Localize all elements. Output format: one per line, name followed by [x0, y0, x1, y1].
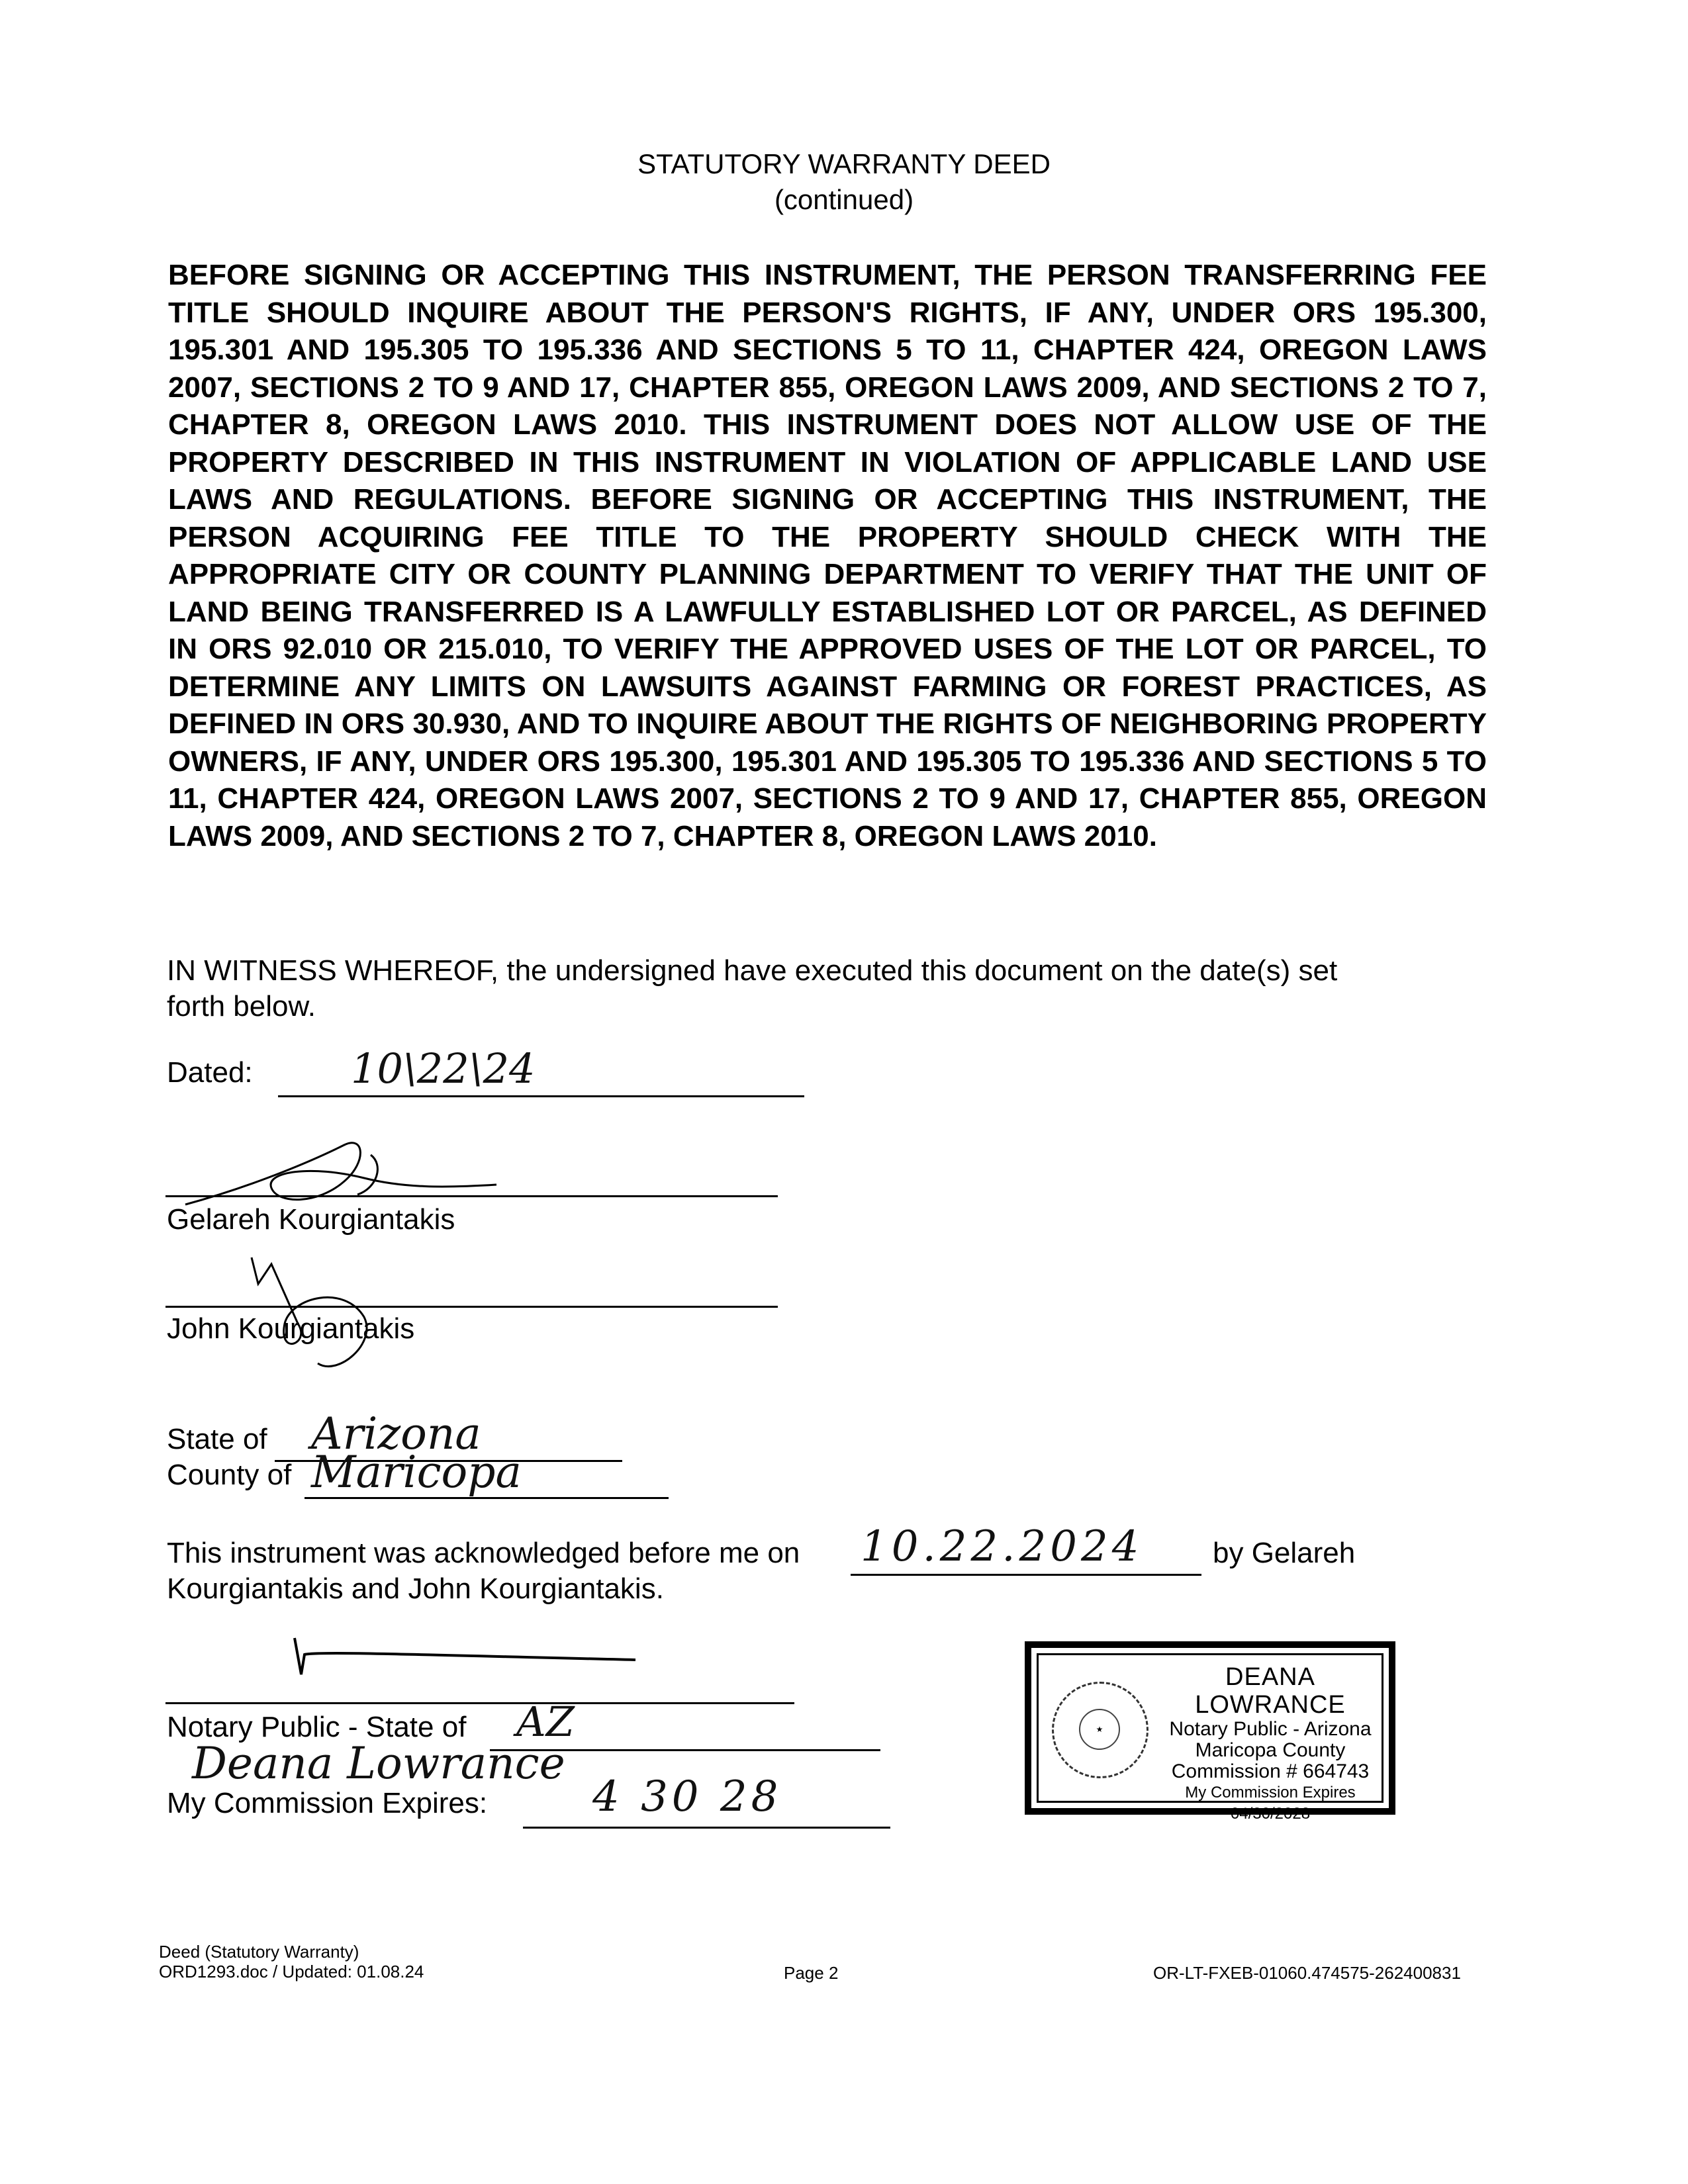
- state-handwritten: Arizona: [311, 1408, 481, 1459]
- document-subtitle: (continued): [774, 184, 914, 215]
- county-label: County of: [167, 1459, 292, 1491]
- notary-signature-line: [165, 1702, 794, 1704]
- footer-form-name: Deed (Statutory Warranty): [159, 1942, 359, 1962]
- stamp-notary-name: DEANA LOWRANCE: [1195, 1663, 1346, 1719]
- acknowledgment-prefix: This instrument was acknowledged before me on: [167, 1537, 800, 1569]
- seal-core: ★: [1079, 1709, 1120, 1750]
- stamp-line3: Commission # 664743: [1171, 1760, 1370, 1782]
- witness-clause-line2: forth below.: [167, 990, 316, 1023]
- commission-expires-line: [523, 1827, 890, 1829]
- stamp-line4: My Commission Expires 04/30/2028: [1185, 1784, 1356, 1823]
- document-title: STATUTORY WARRANTY DEED: [637, 148, 1051, 179]
- dated-line: [278, 1095, 804, 1097]
- stamp-line1: Notary Public - Arizona: [1169, 1718, 1372, 1740]
- signature-line-john: [165, 1306, 778, 1308]
- commission-expires-handwritten: 4 30 28: [592, 1772, 782, 1821]
- notary-stamp: [1025, 1641, 1395, 1823]
- footer-form-id: ORD1293.doc / Updated: 01.08.24: [159, 1962, 424, 1981]
- signer-name-john: John Kourgiantakis: [167, 1312, 415, 1345]
- signer-name-gelareh: Gelareh Kourgiantakis: [167, 1203, 455, 1236]
- ors-warning-paragraph: BEFORE SIGNING OR ACCEPTING THIS INSTRUMENT, THE PERSON TRANSFERRING FEE TITLE SHOULD INQUIRE ABOUT THE PERSON'S RIGHTS, IF ANY, UNDER ORS 195.300, 195.301 AND 195.305 TO 195.336 AND SECTIONS 5 TO 11, CHAPTER 424, OREGON LAWS 2007, SECTIONS 2 TO 9 AND 17, CHAPTER 855, OREGON LAWS 2009, AND SECTIONS 2 TO 7, CHAPTER 8, OREGON LAWS 2010. THIS INSTRUMENT DOES NOT ALLOW USE OF THE PROPERTY DESCRIBED IN THIS INSTRUMENT IN VIOLATION OF APPLICABLE LAND USE LAWS AND REGULATIONS. BEFORE SIGNING OR ACCEPTING THIS INSTRUMENT, THE PERSON ACQUIRING FEE TITLE TO THE PROPERTY SHOULD CHECK WITH THE APPROPRIATE CITY OR COUNTY PLANNING DEPARTMENT TO VERIFY THAT THE UNIT OF LAND BEING TRANSFERRED IS A LAWFULLY ESTABLISHED LOT OR PARCEL, AS DEFINED IN ORS 92.010 OR 215.010, TO VERIFY THE APPROVED USES OF THE LOT OR PARCEL, TO DETERMINE ANY LIMITS ON LAWSUITS AGAINST FARMING OR FOREST PRACTICES, AS DEFINED IN ORS 30.930, AND TO INQUIRE ABOUT THE RIGHTS OF NEIGHBORING PROPERTY OWNERS, IF ANY, UNDER ORS 195.300, 195.301 AND 195.305 TO 195.336 AND SECTIONS 5 TO 11, CHAPTER 424, OREGON LAWS 2007, SECTIONS 2 TO 9 AND 17, CHAPTER 855, OREGON LAWS 2009, AND SECTIONS 2 TO 7, CHAPTER 8, OREGON LAWS 2010.: [168, 259, 1487, 852]
- signature-notary: [278, 1628, 649, 1707]
- stamp-line2: Maricopa County: [1195, 1739, 1346, 1761]
- footer-page-number: Page 2: [784, 1963, 839, 1983]
- county-handwritten: Maricopa: [311, 1447, 522, 1498]
- dated-handwritten: 10\22\24: [351, 1044, 536, 1093]
- state-label: State of: [167, 1423, 267, 1455]
- arizona-seal-icon: [1052, 1682, 1149, 1778]
- acknowledgment-date-line: [851, 1574, 1201, 1576]
- acknowledgment-date-handwritten: 10.22.2024: [861, 1522, 1143, 1571]
- witness-clause-line1: IN WITNESS WHEREOF, the undersigned have executed this document on the date(s) set: [167, 954, 1338, 987]
- notary-state-handwritten: AZ: [516, 1698, 575, 1746]
- notary-stamp-text: [1151, 1663, 1389, 1825]
- acknowledgment-line2: Kourgiantakis and John Kourgiantakis.: [167, 1572, 664, 1605]
- notary-state-label: Notary Public - State of: [167, 1711, 467, 1743]
- acknowledgment-suffix: by Gelareh: [1213, 1537, 1356, 1569]
- dated-label: Dated:: [167, 1056, 253, 1089]
- commission-expires-label: My Commission Expires:: [167, 1787, 488, 1819]
- signature-line-gelareh: [165, 1195, 778, 1197]
- footer-document-number: OR-LT-FXEB-01060.474575-262400831: [1153, 1963, 1461, 1983]
- notary-printed-name-handwritten: Deana Lowrance: [192, 1738, 565, 1789]
- notary-stamp-inner-border: [1037, 1653, 1383, 1823]
